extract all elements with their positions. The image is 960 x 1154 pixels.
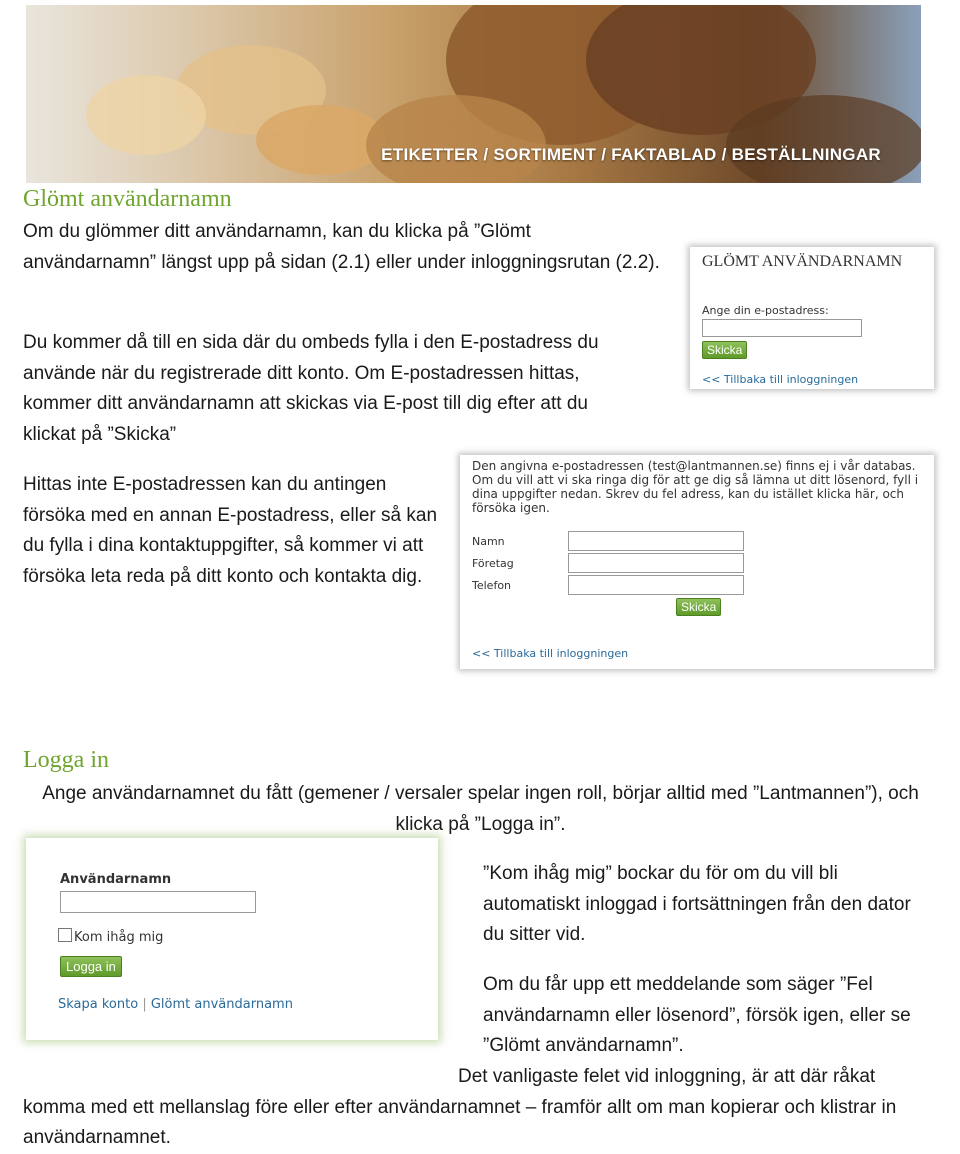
name-label: Namn — [472, 535, 505, 548]
username-input[interactable] — [60, 891, 256, 913]
forgot-username-screenshot — [690, 247, 934, 389]
link-separator: | — [142, 997, 147, 1012]
login-para-2: ”Kom ihåg mig” bockar du för om du vill bli automatiskt inloggad i fortsättningen från den dator du sitter vid. — [483, 863, 911, 945]
contact-submit-button[interactable]: Skicka — [676, 598, 721, 616]
section-heading-forgot: Glömt användarnamn — [23, 186, 232, 212]
banner-caption: ETIKETTER / SORTIMENT / FAKTABLAD / BESTÄLLNINGAR — [381, 145, 881, 164]
forgot-username-link[interactable]: Glömt användarnamn — [150, 997, 293, 1012]
not-found-message: Den angivna e-postadressen (test@lantmannen.se) finns ej i vår databas. Om du vill att vi ska ringa dig för att ge dig så lämna ut ditt lösenord, fyll i dina uppgifter nedan. Skrev du fel adress, kan du istället klicka här, och försöka igen. — [472, 459, 919, 515]
phone-input[interactable] — [568, 575, 744, 595]
forgot-submit-button[interactable]: Skicka — [702, 341, 747, 359]
login-para-1: Ange användarnamnet du fått (gemener / versaler spelar ingen roll, börjar alltid med ”Lantmannen”), och klicka på ”Logga in”. — [42, 783, 919, 835]
name-input[interactable] — [568, 531, 744, 551]
email-input[interactable] — [702, 319, 862, 337]
login-button[interactable]: Logga in — [60, 956, 122, 977]
email-not-found-screenshot — [460, 455, 934, 669]
section-heading-login: Logga in — [23, 747, 109, 773]
forgot-para-1: Om du glömmer ditt användarnamn, kan du klicka på ”Glömt användarnamn” längst upp på sidan (2.1) eller under inloggningsrutan (2.2). — [23, 221, 660, 273]
header-banner — [26, 5, 921, 183]
email-label: Ange din e-postadress: — [702, 304, 829, 317]
login-para-3: Om du får upp ett meddelande som säger ”Fel användarnamn eller lösenord”, försök igen, eller se ”Glömt användarnamn”. — [483, 974, 911, 1056]
login-para-4: Det vanligaste felet vid inloggning, är att där råkat komma med ett mellanslag före eller efter användarnamnet – framför allt om man kopierar och klistrar in användarnamnet. — [23, 1066, 897, 1148]
phone-label: Telefon — [472, 579, 512, 592]
forgot-panel-title: GLÖMT ANVÄNDARNAMN — [702, 253, 903, 270]
create-account-link[interactable]: Skapa konto — [58, 997, 139, 1012]
company-input[interactable] — [568, 553, 744, 573]
login-screenshot — [26, 838, 438, 1040]
remember-me-checkbox[interactable] — [58, 928, 72, 942]
forgot-para-2: Du kommer då till en sida där du ombeds fylla i den E-postadress du använde när du registrerade ditt konto. Om E-postadressen hittas, kommer ditt användarnamn att skickas via E-post till dig efter att du klickat på ”Skicka” — [23, 332, 599, 445]
back-to-login-link-2[interactable]: << Tillbaka till inloggningen — [472, 647, 629, 660]
username-label: Användarnamn — [60, 872, 172, 887]
login-links — [58, 997, 293, 1012]
forgot-para-3: Hittas inte E-postadressen kan du antingen försöka med en annan E-postadress, eller så kan du fylla i dina kontaktuppgifter, så kommer vi att försöka leta reda på ditt konto och kontakta dig. — [23, 474, 438, 587]
remember-me-label[interactable]: Kom ihåg mig — [74, 930, 164, 945]
company-label: Företag — [472, 557, 514, 570]
back-to-login-link[interactable]: << Tillbaka till inloggningen — [702, 373, 859, 386]
